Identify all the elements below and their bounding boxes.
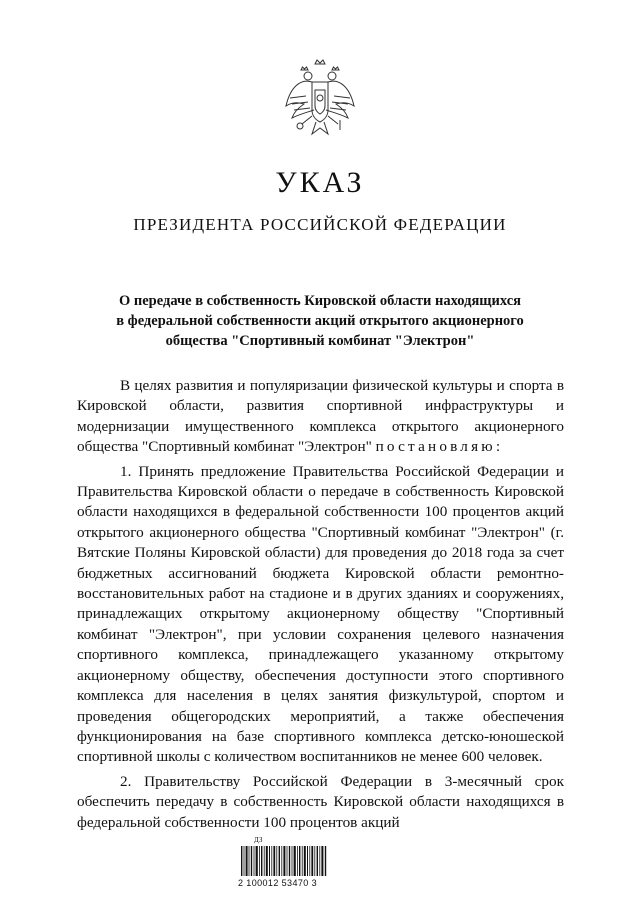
- paragraph-1: 1. Принять предложение Правительства Российской Федерации и Правительства Кировской области о передаче в собственность Кировской области находящихся в федеральной собственности 100 процентов акций открытого акционерного общества "Спортивный комбинат "Электрон" (г. Вятские Поляны Кировской области) для проведения до 2018 года за счет бюджетных ассигнований бюджета Кировской области ремонтно-восстановительных работ на стадионе и в других зданиях и сооружениях, принадлежащих открытому акционерному обществу "Спортивный комбинат "Электрон", при условии сохранения целевого назначения спортивного комплекса, принадлежащего указанному открытому акционерному обществу, обеспечения доступности этого спортивного комплекса для населения в целях занятия физкультурой, спортом и проведения общегородских мероприятий, а также обеспечения функционирования на базе спортивного комплекса детско-юношеской спортивной школы с количеством воспитанников не менее 600 человек.: [77, 462, 564, 766]
- decree-body: [77, 376, 564, 833]
- preamble-text: В целях развития и популяризации физической культуры и спорта в Кировской области, развития спортивной инфраструктуры и модернизации имущественного комплекса открытого акционерного общества "Спортивный комбинат "Электрон": [77, 377, 564, 456]
- barcode-icon: [241, 846, 327, 876]
- decree-word: постановляю:: [375, 438, 504, 456]
- document-subtitle: ПРЕЗИДЕНТА РОССИЙСКОЙ ФЕДЕРАЦИИ: [133, 215, 507, 234]
- decree-heading: [80, 291, 560, 351]
- heading-line: общества "Спортивный комбинат "Электрон": [165, 333, 475, 349]
- heading-line: О передаче в собственность Кировской области находящихся: [118, 293, 521, 309]
- document-title: УКАЗ: [275, 166, 365, 199]
- heading-line: в федеральной собственности акций открытого акционерного: [116, 313, 524, 329]
- paragraph-2: 2. Правительству Российской Федерации в 3-месячный срок обеспечить передачу в собственность Кировской области находящихся в федеральной собственности 100 процентов акций: [77, 772, 564, 831]
- preamble-paragraph: [77, 376, 564, 458]
- coat-of-arms-icon: [282, 58, 358, 142]
- barcode-mark: ДЗ: [254, 836, 263, 844]
- barcode-number: 2 100012 53470 3: [238, 878, 317, 888]
